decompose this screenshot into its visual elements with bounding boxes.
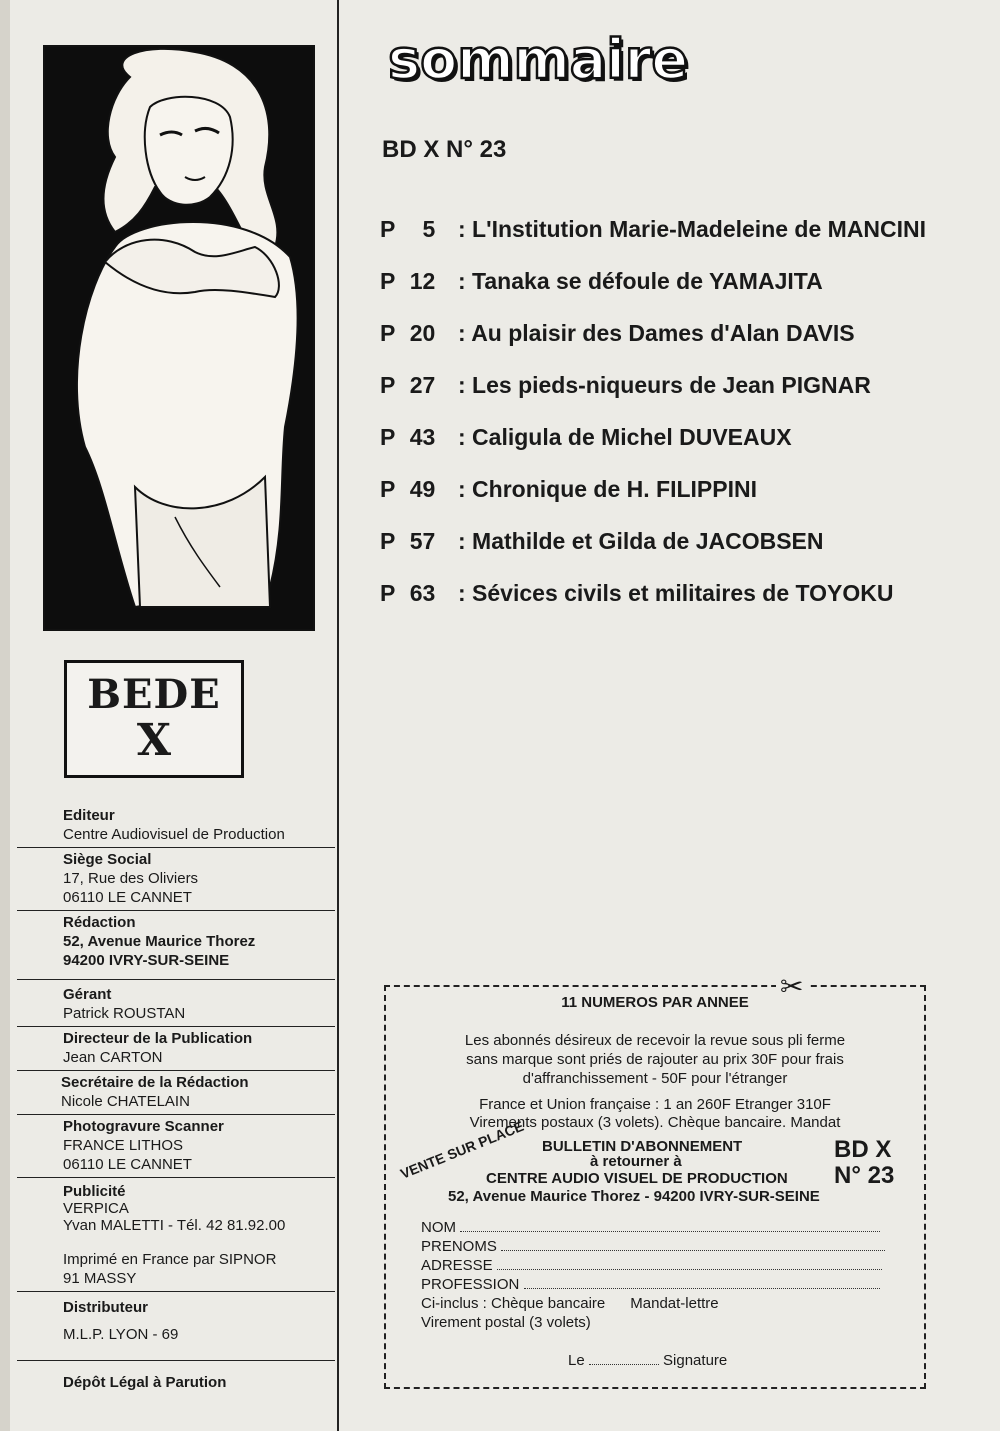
table-of-contents [380, 212, 990, 628]
credit-distributeur [17, 1292, 335, 1361]
toc-entry-text: : Tanaka se défoule de YAMAJITA [458, 268, 823, 294]
credit-line: 17, Rue des Oliviers [63, 870, 199, 887]
credit-secretaire [17, 1071, 335, 1115]
coupon-payment: Virements postaux (3 volets). Chèque bancaire. Mandat [469, 1114, 841, 1131]
toc-row: P 63 : Sévices civils et militaires de TOYOKU [380, 580, 894, 606]
credit-line: 06110 LE CANNET [63, 889, 192, 906]
coupon-bdx-line1: BD X [834, 1136, 892, 1163]
credits-column [17, 804, 335, 1395]
nom-field[interactable]: NOM [421, 1218, 880, 1237]
credit-heading: Publicité [63, 1183, 126, 1200]
credit-editeur [17, 804, 335, 848]
toc-entry-text: : L'Institution Marie-Madeleine de MANCINI [458, 216, 927, 242]
bede-x-logo [64, 660, 244, 778]
credit-line: Nicole CHATELAIN [61, 1093, 190, 1110]
credit-heading: Secrétaire de la Rédaction [61, 1074, 249, 1091]
toc-entry-text: : Sévices civils et militaires de TOYOKU [458, 580, 894, 606]
column-divider [337, 0, 339, 1431]
credit-siege [17, 848, 335, 911]
credit-depot [17, 1361, 335, 1395]
toc-row: P 57 : Mathilde et Gilda de JACOBSEN [380, 528, 824, 554]
virement-option[interactable]: Virement postal (3 volets) [421, 1314, 591, 1331]
credit-imprime [17, 1238, 335, 1292]
credit-publicite [17, 1178, 335, 1238]
credit-heading: Distributeur [63, 1299, 149, 1316]
credit-heading: Siège Social [63, 851, 152, 868]
toc-row: P 5 : L'Institution Marie-Madeleine de MANCINI [380, 216, 927, 242]
credit-heading: Dépôt Légal à Parution [63, 1374, 227, 1391]
credit-line: 06110 LE CANNET [63, 1156, 192, 1173]
logo-line2: X [136, 715, 172, 766]
vente-sur-place-stamp: VENTE SUR PLACE [398, 1117, 526, 1182]
credit-line: M.L.P. LYON - 69 [63, 1326, 179, 1343]
coupon-para-line: Les abonnés désireux de recevoir la revue sous pli ferme [464, 1032, 846, 1049]
toc-row: P 27 : Les pieds-niqueurs de Jean PIGNAR [380, 372, 871, 398]
page-edge [0, 0, 10, 1431]
coupon-bdx [834, 1137, 894, 1189]
toc-entry-text: : Au plaisir des Dames d'Alan DAVIS [458, 320, 855, 346]
credit-line: 91 MASSY [63, 1270, 137, 1287]
subscription-coupon[interactable] [384, 985, 926, 1389]
bulletin-sub: à retourner à [590, 1153, 682, 1170]
toc-row: P 20 : Au plaisir des Dames d'Alan DAVIS [380, 320, 855, 346]
comic-illustration-icon [45, 47, 313, 629]
credit-line: 94200 IVRY-SUR-SEINE [63, 952, 230, 969]
credit-line: FRANCE LITHOS [63, 1137, 184, 1154]
credit-line: Centre Audiovisuel de Production [63, 826, 285, 843]
prenoms-field[interactable]: PRENOMS [421, 1237, 885, 1256]
payment-options[interactable]: Ci-inclus : Chèque bancaire Mandat-lettre [421, 1295, 719, 1312]
adresse-field[interactable]: ADRESSE [421, 1256, 882, 1275]
bulletin-address-name: CENTRE AUDIO VISUEL DE PRODUCTION [486, 1170, 788, 1187]
credit-line: Yvan MALETTI - Tél. 42 81.92.00 [63, 1217, 286, 1234]
credit-heading: Editeur [63, 807, 115, 824]
scissors-icon: ✂ [776, 972, 807, 1002]
credit-line: 52, Avenue Maurice Thorez [63, 933, 256, 950]
toc-entry-text: : Chronique de H. FILIPPINI [458, 476, 757, 502]
coupon-heading: 11 NUMEROS PAR ANNEE [561, 994, 749, 1011]
credit-heading: Rédaction [63, 914, 136, 931]
coupon-para-line: d'affranchissement - 50F pour l'étranger [522, 1070, 788, 1087]
credit-photogravure [17, 1115, 335, 1178]
credit-heading: Photogravure Scanner [63, 1118, 224, 1135]
toc-row: P 49 : Chronique de H. FILIPPINI [380, 476, 757, 502]
credit-gerant [17, 980, 335, 1027]
credit-line: Patrick ROUSTAN [63, 1005, 186, 1022]
bulletin-address: 52, Avenue Maurice Thorez - 94200 IVRY-SUR-SEINE [448, 1188, 820, 1205]
toc-entry-text: : Caligula de Michel DUVEAUX [458, 424, 792, 450]
signature-line[interactable]: Le Signature [568, 1352, 728, 1369]
credit-line: Imprimé en France par SIPNOR [63, 1251, 277, 1268]
toc-row: P 12 : Tanaka se défoule de YAMAJITA [380, 268, 823, 294]
toc-entry-text: : Les pieds-niqueurs de Jean PIGNAR [458, 372, 871, 398]
toc-entry-text: : Mathilde et Gilda de JACOBSEN [458, 528, 824, 554]
coupon-bdx-line2: N° 23 [834, 1162, 895, 1189]
page-title: sommaire [388, 28, 688, 91]
credit-heading: Directeur de la Publication [63, 1030, 253, 1047]
credit-line: VERPICA [63, 1200, 129, 1217]
profession-field[interactable]: PROFESSION [421, 1275, 880, 1294]
coupon-prices: France et Union française : 1 an 260F Etranger 310F [479, 1096, 831, 1113]
coupon-para-line: sans marque sont priés de rajouter au prix 30F pour frais [466, 1051, 844, 1068]
logo-line1: BEDE [87, 671, 221, 718]
credit-redaction [17, 911, 335, 980]
toc-row: P 43 : Caligula de Michel DUVEAUX [380, 424, 792, 450]
bulletin-title: BULLETIN D'ABONNEMENT [542, 1138, 743, 1155]
credit-directeur [17, 1027, 335, 1071]
credit-heading: Gérant [63, 986, 112, 1003]
cover-illustration [43, 45, 315, 631]
issue-number: BD X N° 23 [382, 136, 507, 163]
credit-line: Jean CARTON [63, 1049, 163, 1066]
